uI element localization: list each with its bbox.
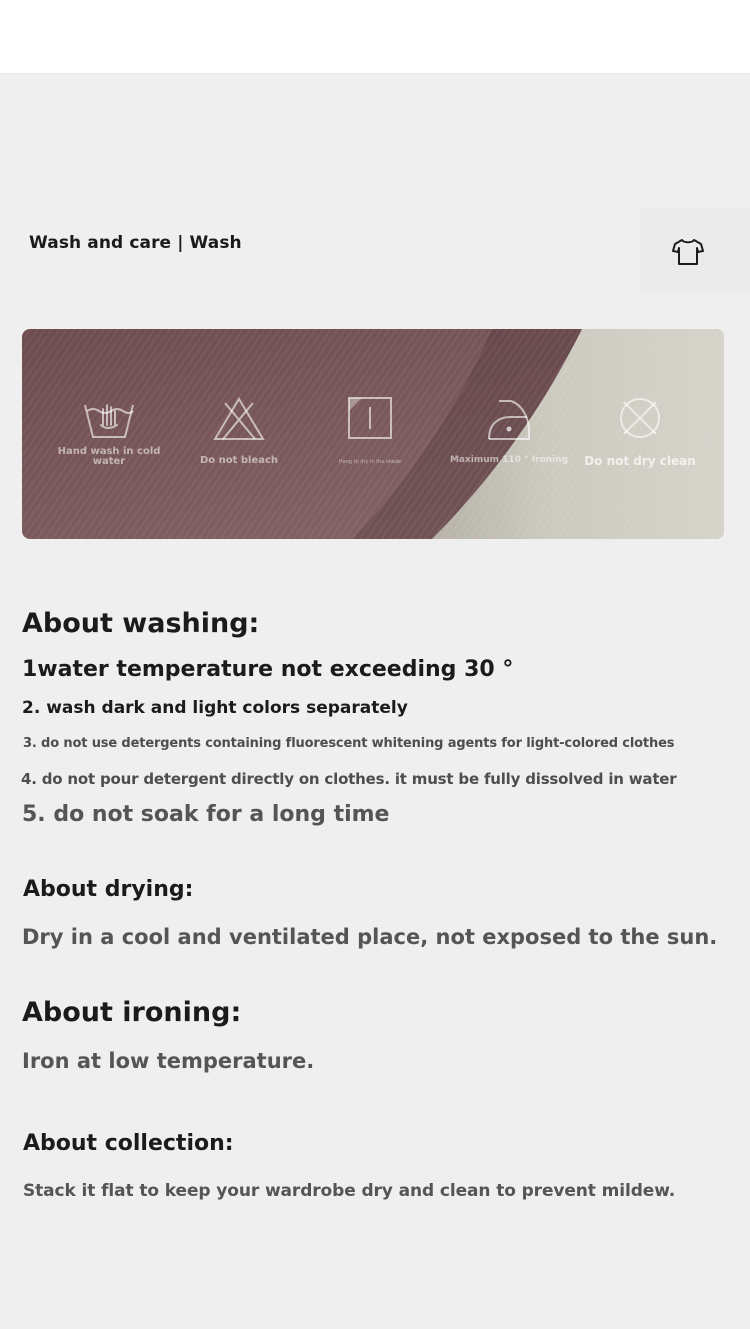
drying-heading: About drying: bbox=[23, 877, 194, 902]
ironing-heading: About ironing: bbox=[22, 997, 242, 1028]
care-symbols-banner bbox=[22, 329, 724, 539]
washing-item: 3. do not use detergents containing fluorescent whitening agents for light-colored clothes bbox=[23, 736, 675, 751]
shirt-icon bbox=[671, 237, 705, 267]
care-label: Hand wash in cold water bbox=[57, 446, 161, 467]
care-label: Hang to dry in the shade bbox=[338, 459, 402, 465]
collection-text: Stack it flat to keep your wardrobe dry and clean to prevent mildew. bbox=[23, 1181, 676, 1201]
washing-item: 5. do not soak for a long time bbox=[22, 802, 390, 827]
care-label: Maximum 110 ° Ironing bbox=[449, 455, 569, 465]
washing-item: 1water temperature not exceeding 30 ° bbox=[22, 657, 514, 682]
care-item-no-dry-clean bbox=[575, 329, 705, 539]
shade-dry-icon bbox=[342, 395, 398, 441]
washing-item: 2. wash dark and light colors separately bbox=[22, 698, 408, 718]
section-title: Wash and care | Wash bbox=[29, 233, 242, 253]
shirt-thumbnail[interactable] bbox=[640, 208, 750, 292]
no-dry-clean-icon bbox=[612, 395, 668, 441]
iron-110-icon bbox=[481, 395, 537, 441]
care-label: Do not bleach bbox=[199, 455, 279, 466]
drying-text: Dry in a cool and ventilated place, not exposed to the sun. bbox=[22, 925, 718, 949]
care-item-shade-dry bbox=[305, 329, 435, 539]
care-item-iron bbox=[444, 329, 574, 539]
ironing-text: Iron at low temperature. bbox=[22, 1049, 315, 1073]
top-bar bbox=[0, 0, 750, 74]
care-label: Do not dry clean bbox=[584, 454, 696, 468]
care-item-hand-wash bbox=[44, 329, 174, 539]
no-bleach-icon bbox=[211, 395, 267, 441]
hand-wash-icon bbox=[81, 395, 137, 441]
washing-item: 4. do not pour detergent directly on clothes. it must be fully dissolved in water bbox=[21, 770, 677, 788]
washing-heading: About washing: bbox=[22, 608, 260, 639]
care-item-no-bleach bbox=[174, 329, 304, 539]
collection-heading: About collection: bbox=[23, 1131, 234, 1156]
